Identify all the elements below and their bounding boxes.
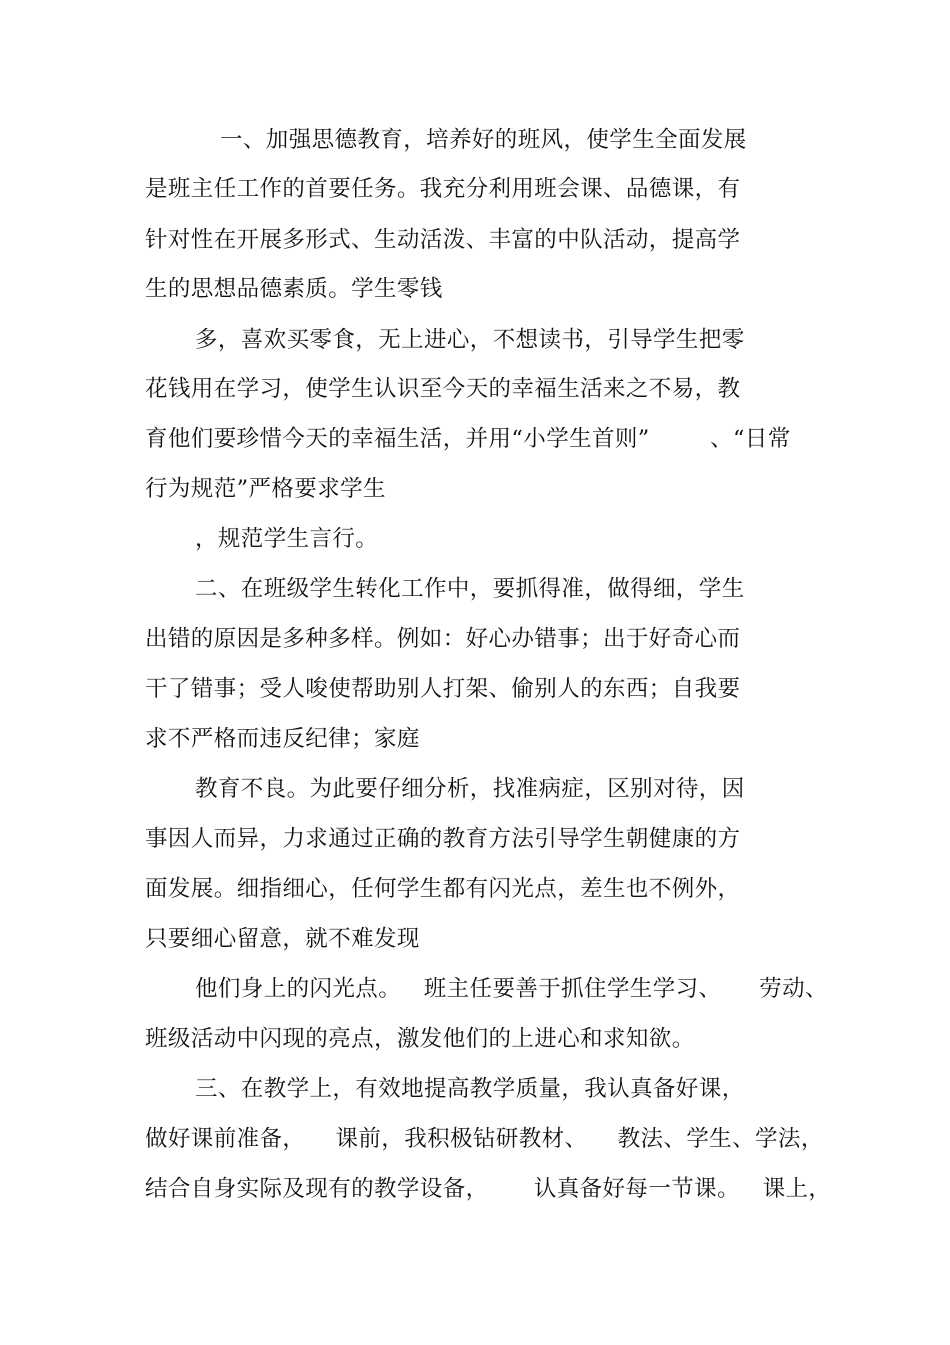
text-line: 事因人而异，力求通过正确的教育方法引导学生朝健康的方: [145, 826, 741, 852]
text-line: 结合自身实际及现有的教学设备， 认真备好每一节课。 课上，: [145, 1176, 832, 1202]
text-line: 一、加强思德教育，培养好的班风，使学生全面发展: [220, 127, 747, 153]
text-line: 是班主任工作的首要任务。我充分利用班会课、品德课，有: [145, 176, 741, 202]
text-line: 花钱用在学习，使学生认识至今天的幸福生活来之不易，教: [145, 376, 741, 402]
text-line: 多，喜欢买零食，无上进心，不想读书，引导学生把零: [195, 327, 745, 353]
text-line: 出错的原因是多种多样。例如：好心办错事；出于好奇心而: [145, 626, 741, 652]
text-line: 面发展。细指细心，任何学生都有闪光点，差生也不例外，: [145, 876, 741, 902]
text-line: 教育不良。为此要仔细分析，找准病症，区别对待，因: [195, 776, 745, 802]
text-line: 班级活动中闪现的亮点，激发他们的上进心和求知欲。: [145, 1026, 695, 1052]
text-line: ，规范学生言行。: [195, 526, 379, 552]
text-line: 针对性在开展多形式、生动活泼、丰富的中队活动，提高学: [145, 227, 741, 253]
text-line: 求不严格而违反纪律；家庭: [145, 726, 420, 752]
text-line: 他们身上的闪光点。 班主任要善于抓住学生学习、 劳动、: [195, 976, 828, 1002]
text-line: 育他们要珍惜今天的幸福生活，并用“小学生首则” 、“日常: [145, 426, 791, 452]
text-line: 做好课前准备， 课前，我积极钻研教材、 教法、学生、学法，: [145, 1126, 824, 1152]
text-line: 干了错事；受人唆使帮助别人打架、偷别人的东西；自我要: [145, 676, 741, 702]
text-line: 二、在班级学生转化工作中，要抓得准，做得细，学生: [195, 576, 745, 602]
text-line: 三、在教学上，有效地提高教学质量，我认真备好课，: [195, 1076, 745, 1102]
text-line: 行为规范”严格要求学生: [145, 476, 386, 502]
text-line: 生的思想品德素质。学生零钱: [145, 276, 443, 302]
text-line: 只要细心留意，就不难发现: [145, 926, 420, 952]
